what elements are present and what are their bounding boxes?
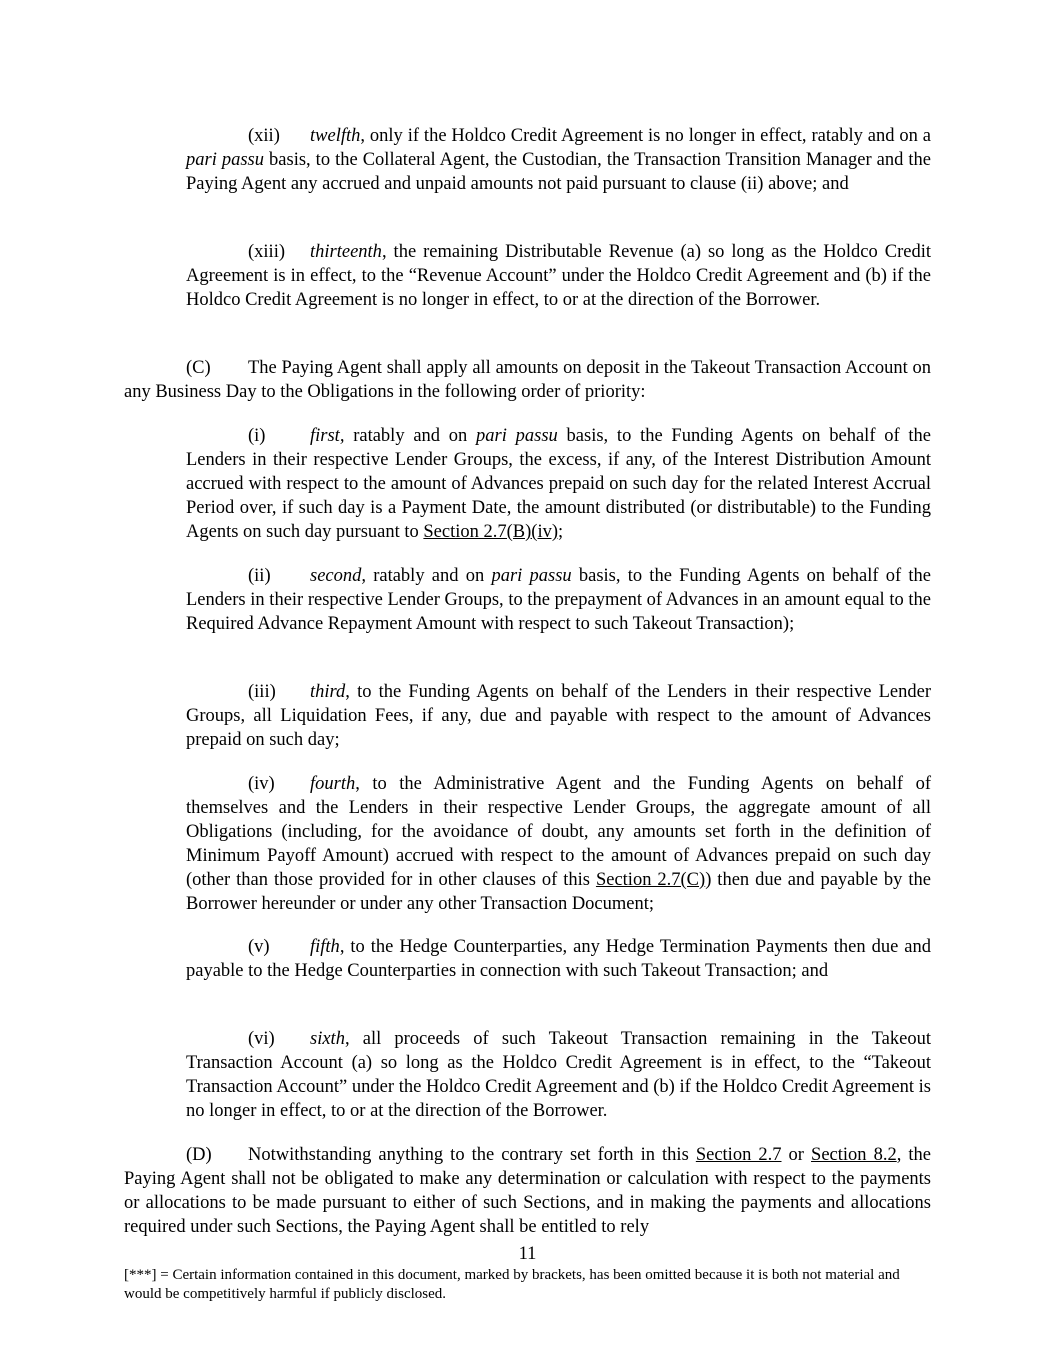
clause-text: basis, to the Funding Agents on behalf of the Lenders in their respective Lender Groups, to the prepayment of Advances in an amount equal to the Required Advance Repayment Amount with respect to such Takeout Transaction); (186, 566, 931, 634)
clause-number: (xii) (248, 126, 280, 146)
clause-text: , the Paying Agent shall not be obligated to make any determination or calculation with respect to the payments or allocations to be made pursuant to either of such Sections, and in making the payments and allocations required under such Sections, the Paying Agent shall be entitled to rely (124, 1145, 931, 1237)
clause-text: , the remaining Distributable Revenue (a) so long as the Holdco Credit Agreement is in effect, to the “Revenue Account” under the Holdco Credit Agreement and (b) if the Holdco Credit Agreement is no longer in effect, to or at the direction of the Borrower. (186, 242, 931, 310)
clause-text: basis, to the Collateral Agent, the Custodian, the Transaction Transition Manager and the Paying Agent any accrued and unpaid amounts not paid pursuant to clause (ii) above; and (186, 150, 931, 194)
clause-text: , only if the Holdco Credit Agreement is no longer in effect, ratably and on a (360, 126, 931, 146)
clause-ordinal: thirteenth (310, 242, 382, 262)
footnote: [***] = Certain information contained in this document, marked by brackets, has been omitted because it is both not material and would be competitively harmful if publicly disclosed. (124, 1267, 900, 1302)
clause-ordinal: fifth (310, 937, 340, 957)
clause-text: , to the Administrative Agent and the Funding Agents on behalf of themselves and the Lenders in their respective Lender Groups, the aggregate amount of all Obligations (including, for the avoidance of doubt, any amounts set forth in the definition of Minimum Payoff Amount) accrued with respect to the amount of Advances prepaid on such day (other than those provided for in other clauses of this (186, 774, 931, 890)
section-reference: Section 2.7(B)(iv) (423, 522, 559, 542)
clause-text: basis, to the Funding Agents on behalf of the Lenders in their respective Lender Groups, the excess, if any, of the Interest Distribution Amount accrued with respect to the amount of Advances prepaid on such day for the related Interest Accrual Period over, if such day is a Payment Date, the amount distributed (or distributable) to the Funding Agents on such day pursuant to (186, 426, 931, 542)
clause-text: ; (558, 522, 564, 542)
paragraph-iii (186, 680, 931, 752)
clause-text: , to the Funding Agents on behalf of the Lenders in their respective Lender Groups, all Liquidation Fees, if any, due and payable with respect to the amount of Advances prepaid on such day; (186, 682, 931, 750)
clause-text: , all proceeds of such Takeout Transaction remaining in the Takeout Transaction Account (a) so long as the Holdco Credit Agreement is in effect, to the “Takeout Transaction Account” under the Holdco Credit Agreement and (b) if the Holdco Credit Agreement is no longer in effect, to or at the direction of the Borrower. (186, 1029, 931, 1121)
clause-number: (v) (248, 937, 270, 957)
paragraph-vi (186, 1027, 931, 1123)
clause-number: (vi) (248, 1029, 275, 1049)
paragraph-v (186, 935, 931, 983)
paragraph-i (186, 424, 931, 544)
clause-ordinal: fourth (310, 774, 356, 794)
clause-ordinal: twelfth (310, 126, 361, 146)
clause-number: (i) (248, 426, 266, 446)
italic-term: pari passu (186, 150, 265, 170)
section-number: (C) (186, 358, 211, 378)
paragraph-iv (186, 772, 931, 916)
section-reference: Section 2.7 (695, 1145, 782, 1165)
clause-text: ratably and on (344, 426, 477, 446)
paragraph-xiii (186, 240, 931, 312)
paragraph-ii (186, 564, 931, 636)
clause-text: ratably and on (366, 566, 492, 586)
clause-text: The Paying Agent shall apply all amounts on deposit in the Takeout Transaction Account on any Business Day to the Obligations in the following order of priority: (124, 358, 931, 402)
paragraph-D (124, 1143, 931, 1239)
paragraph-xii (186, 124, 931, 196)
section-number: (D) (186, 1145, 212, 1165)
clause-number: (iv) (248, 774, 275, 794)
page-number: 11 (518, 1244, 537, 1264)
clause-ordinal: third (310, 682, 346, 702)
section-reference: Section 8.2 (811, 1145, 897, 1165)
clause-text: , to the Hedge Counterparties, any Hedge Termination Payments then due and payable to the Hedge Counterparties in connection with such Takeout Transaction; and (186, 937, 931, 981)
clause-ordinal: sixth (310, 1029, 345, 1049)
paragraph-C (124, 356, 931, 404)
clause-ordinal: second, (310, 566, 366, 586)
clause-text: or (781, 1145, 812, 1165)
section-reference: Section 2.7(C) (595, 870, 706, 890)
clause-number: (ii) (248, 566, 271, 586)
clause-text: Notwithstanding anything to the contrary set forth in this (248, 1145, 696, 1165)
clause-text: ) then due and payable by the Borrower hereunder or under any other Transaction Document; (186, 870, 931, 914)
clause-ordinal: first, (310, 426, 345, 446)
italic-term: pari passu (491, 566, 572, 586)
clause-number: (xiii) (248, 242, 285, 262)
clause-number: (iii) (248, 682, 276, 702)
italic-term: pari passu (476, 426, 558, 446)
